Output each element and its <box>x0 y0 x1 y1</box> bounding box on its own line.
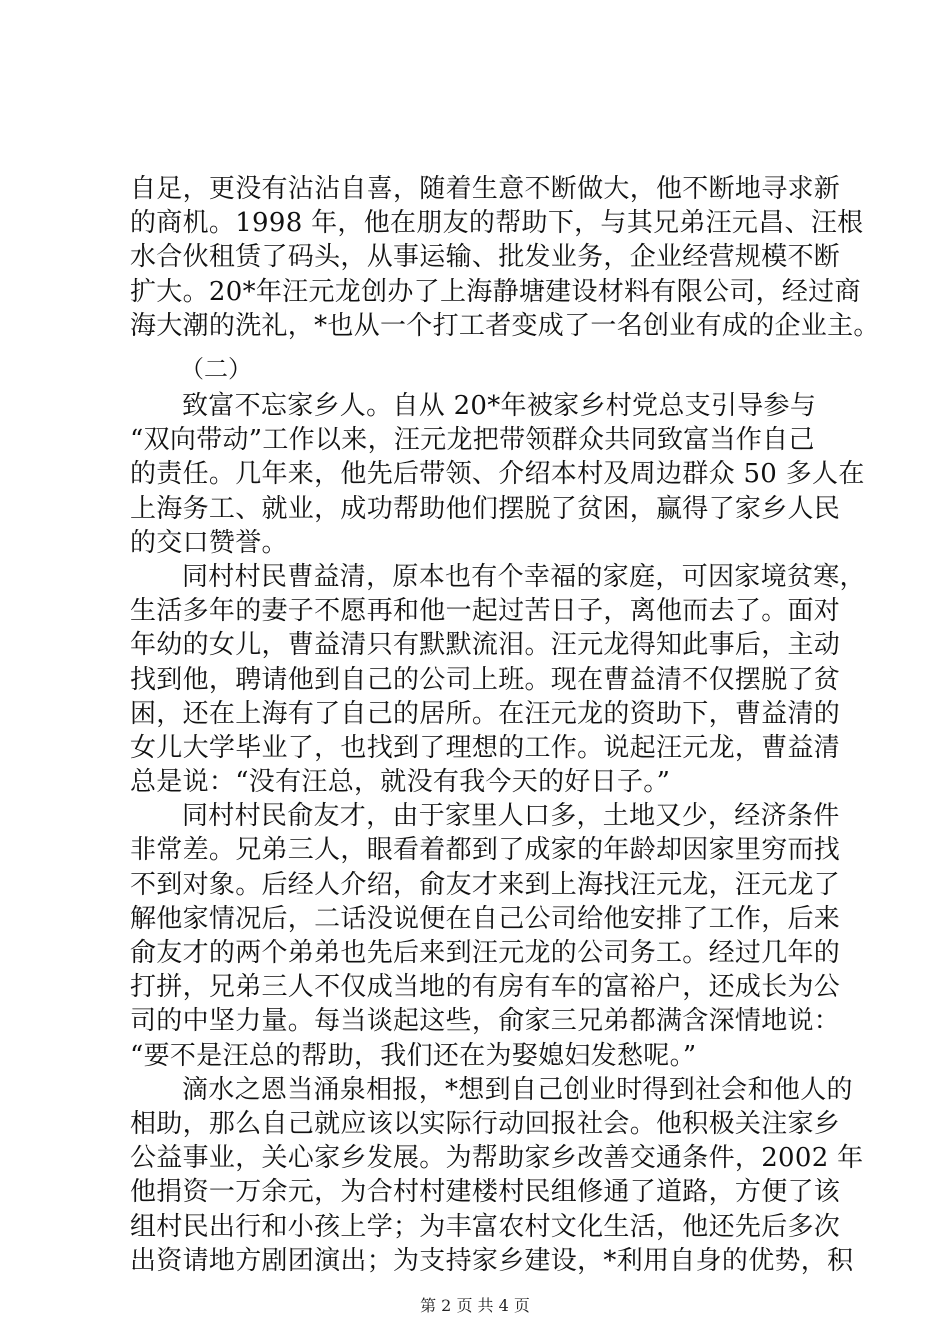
text-line: 司的中坚力量。每当谈起这些，俞家三兄弟都满含深情地说： <box>130 1006 841 1037</box>
text-line: 自足，更没有沾沾自喜，随着生意不断做大，他不断地寻求新 <box>130 174 841 204</box>
text-line: 不到对象。后经人介绍，俞友才来到上海找汪元龙，汪元龙了 <box>130 869 841 900</box>
section-heading: （二） <box>180 355 252 383</box>
text-line: 出资请地方剧团演出；为支持家乡建设，*利用自身的优势，积 <box>130 1245 854 1276</box>
text-line: 的交口赞誉。 <box>130 527 288 558</box>
text-line: 同村村民俞友才，由于家里人口多，土地又少，经济条件 <box>182 801 840 832</box>
text-line: 非常差。兄弟三人，眼看着都到了成家的年龄却因家里穷而找 <box>130 835 841 866</box>
text-line: 的责任。几年来，他先后带领、介绍本村及周边群众 50 多人在 <box>130 459 865 490</box>
text-line: 找到他，聘请他到自己的公司上班。现在曹益清不仅摆脱了贫 <box>130 664 841 695</box>
text-line: 滴水之恩当涌泉相报，*想到自己创业时得到社会和他人的 <box>182 1074 853 1105</box>
text-line: 年幼的女儿，曹益清只有默默流泪。汪元龙得知此事后，主动 <box>130 630 841 661</box>
text-line: 相助，那么自己就应该以实际行动回报社会。他积极关注家乡 <box>130 1108 841 1139</box>
text-line: 他捐资一万余元，为合村村建楼村民组修通了道路，方便了该 <box>130 1177 841 1208</box>
text-line: 生活多年的妻子不愿再和他一起过苦日子，离他而去了。面对 <box>130 596 841 627</box>
text-line: 扩大。20*年汪元龙创办了上海静塘建设材料有限公司，经过商 <box>130 276 861 307</box>
text-line: “双向带动”工作以来，汪元龙把带领群众共同致富当作自己 <box>130 425 815 456</box>
text-line: “要不是汪总的帮助，我们还在为娶媳妇发愁呢。” <box>130 1040 697 1071</box>
text-line: 海大潮的洗礼，*也从一个打工者变成了一名创业有成的企业主。 <box>130 310 880 341</box>
text-line: 的商机。1998 年，他在朋友的帮助下，与其兄弟汪元昌、汪根 <box>130 208 864 239</box>
text-line: 俞友才的两个弟弟也先后来到汪元龙的公司务工。经过几年的 <box>130 938 841 968</box>
text-line: 解他家情况后，二话没说便在自己公司给他安排了工作，后来 <box>130 903 841 934</box>
text-line: 同村村民曹益清，原本也有个幸福的家庭，可因家境贫寒， <box>182 561 866 592</box>
text-line: 困，还在上海有了自己的居所。在汪元龙的资助下，曹益清的 <box>130 698 841 729</box>
text-line: 组村民出行和小孩上学；为丰富农村文化生活，他还先后多次 <box>130 1211 841 1242</box>
text-line: 水合伙租赁了码头，从事运输、批发业务，企业经营规模不断 <box>130 242 841 273</box>
text-line: 打拼，兄弟三人不仅成当地的有房有车的富裕户，还成长为公 <box>130 972 841 1003</box>
text-line: 公益事业，关心家乡发展。为帮助家乡改善交通条件，2002 年 <box>130 1143 864 1174</box>
text-line: 致富不忘家乡人。自从 20*年被家乡村党总支引导参与 <box>182 391 817 421</box>
page-footer: 第 2 页 共 4 页 <box>420 1296 530 1315</box>
text-line: 总是说：“没有汪总，就没有我今天的好日子。” <box>130 767 671 798</box>
text-line: 女儿大学毕业了，也找到了理想的工作。说起汪元龙，曹益清 <box>130 732 841 763</box>
main-body <box>130 389 866 1278</box>
paragraph-continuation <box>130 172 880 343</box>
text-line: 上海务工、就业，成功帮助他们摆脱了贫困，赢得了家乡人民 <box>130 493 841 524</box>
